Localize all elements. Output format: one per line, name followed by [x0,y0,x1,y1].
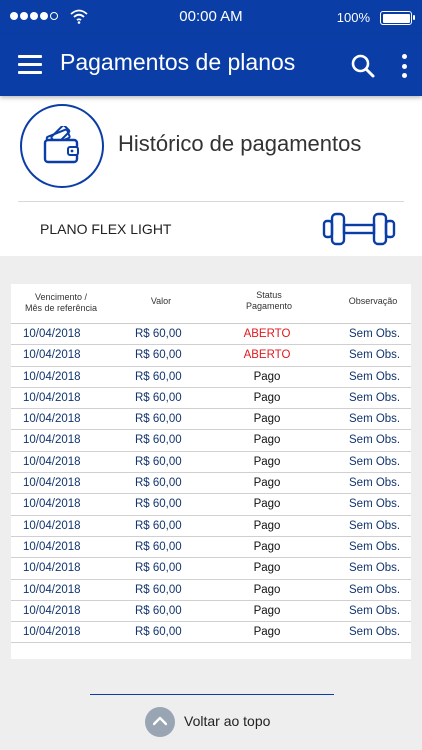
table-row [11,452,411,473]
payments-table [11,284,411,659]
cell-date: 10/04/2018 [23,498,81,511]
cell-valor: R$ 60,00 [135,328,182,340]
table-row [11,409,411,430]
cell-valor: R$ 60,00 [135,519,182,532]
table-header [11,284,411,324]
cell-status: Pago [253,434,281,447]
cell-status: Pago [253,498,281,511]
cell-status: Pago [253,455,281,468]
cell-obs: Sem Obs. [349,455,401,468]
cell-status: Pago [253,413,281,426]
more-vert-icon[interactable] [400,54,408,78]
cell-status: Pago [253,604,281,617]
cell-status: Pago [253,519,281,532]
cell-date: 10/04/2018 [23,604,81,617]
cell-date: 10/04/2018 [23,477,81,490]
cell-obs: Sem Obs. [349,604,401,617]
cell-obs: Sem Obs. [349,477,401,490]
table-row [11,388,411,409]
plan-name: PLANO FLEX LIGHT [40,221,172,237]
cell-date: 10/04/2018 [23,413,81,426]
cell-valor: R$ 60,00 [135,583,182,596]
cell-status: Pago [253,391,281,404]
table-row [11,558,411,579]
table-row [11,367,411,388]
cell-obs: Sem Obs. [349,349,401,362]
cell-status: Pago [253,626,281,639]
cell-date: 10/04/2018 [23,434,81,447]
cell-date: 10/04/2018 [23,455,81,468]
cell-valor: R$ 60,00 [135,434,182,447]
cell-date: 10/04/2018 [23,562,81,575]
divider [18,201,404,202]
cell-status: Pago [253,583,281,596]
cell-date: 10/04/2018 [23,583,81,596]
divider [90,694,334,695]
cell-date: 10/04/2018 [23,328,81,340]
back-to-top-button[interactable] [145,707,175,737]
cell-obs: Sem Obs. [349,391,401,404]
search-icon[interactable] [350,53,376,79]
dumbbell-icon [322,208,396,248]
back-to-top-label[interactable]: Voltar ao topo [184,713,271,729]
table-row [11,516,411,537]
battery-percent: 100% [336,10,370,25]
wallet-icon [20,104,104,188]
page-title: Pagamentos de planos [60,49,296,75]
cell-obs: Sem Obs. [349,434,401,447]
cell-valor: R$ 60,00 [135,540,182,553]
cell-obs: Sem Obs. [349,328,401,340]
header-vencimento: Vencimento / Mês de referência [24,292,98,313]
table-row [11,601,411,622]
cell-status: Pago [253,477,281,490]
table-body [11,324,411,643]
cell-date: 10/04/2018 [23,370,81,383]
chevron-up-icon [153,716,167,726]
cell-date: 10/04/2018 [23,519,81,532]
header-status: Status Pagamento [245,290,293,311]
cell-obs: Sem Obs. [349,370,401,383]
cell-valor: R$ 60,00 [135,413,182,426]
cell-valor: R$ 60,00 [135,349,182,362]
cell-obs: Sem Obs. [349,540,401,553]
cell-obs: Sem Obs. [349,519,401,532]
status-bar [0,0,422,34]
app-bar [0,34,422,96]
cell-status: Pago [253,370,281,383]
table-row [11,345,411,366]
header-observacao: Observação [348,296,398,306]
table-row [11,622,411,643]
cell-obs: Sem Obs. [349,498,401,511]
cell-date: 10/04/2018 [23,540,81,553]
cell-status: Pago [253,540,281,553]
cell-status: ABERTO [243,328,291,340]
cell-valor: R$ 60,00 [135,391,182,404]
cell-valor: R$ 60,00 [135,498,182,511]
cell-valor: R$ 60,00 [135,562,182,575]
table-row [11,494,411,515]
cell-obs: Sem Obs. [349,583,401,596]
cell-valor: R$ 60,00 [135,626,182,639]
table-row [11,580,411,601]
battery-icon [380,11,412,25]
header-valor: Valor [150,296,172,306]
cell-valor: R$ 60,00 [135,370,182,383]
menu-icon[interactable] [18,55,42,75]
cell-status: Pago [253,562,281,575]
cell-valor: R$ 60,00 [135,455,182,468]
cell-valor: R$ 60,00 [135,604,182,617]
cell-date: 10/04/2018 [23,349,81,362]
cell-status: ABERTO [243,349,291,362]
cell-obs: Sem Obs. [349,562,401,575]
cell-date: 10/04/2018 [23,626,81,639]
cell-obs: Sem Obs. [349,626,401,639]
table-row [11,473,411,494]
history-title: Histórico de pagamentos [118,131,362,156]
status-time: 00:00 AM [179,8,243,25]
table-row [11,537,411,558]
cell-valor: R$ 60,00 [135,477,182,490]
table-row [11,430,411,451]
cell-obs: Sem Obs. [349,413,401,426]
table-row [11,324,411,345]
cell-date: 10/04/2018 [23,391,81,404]
